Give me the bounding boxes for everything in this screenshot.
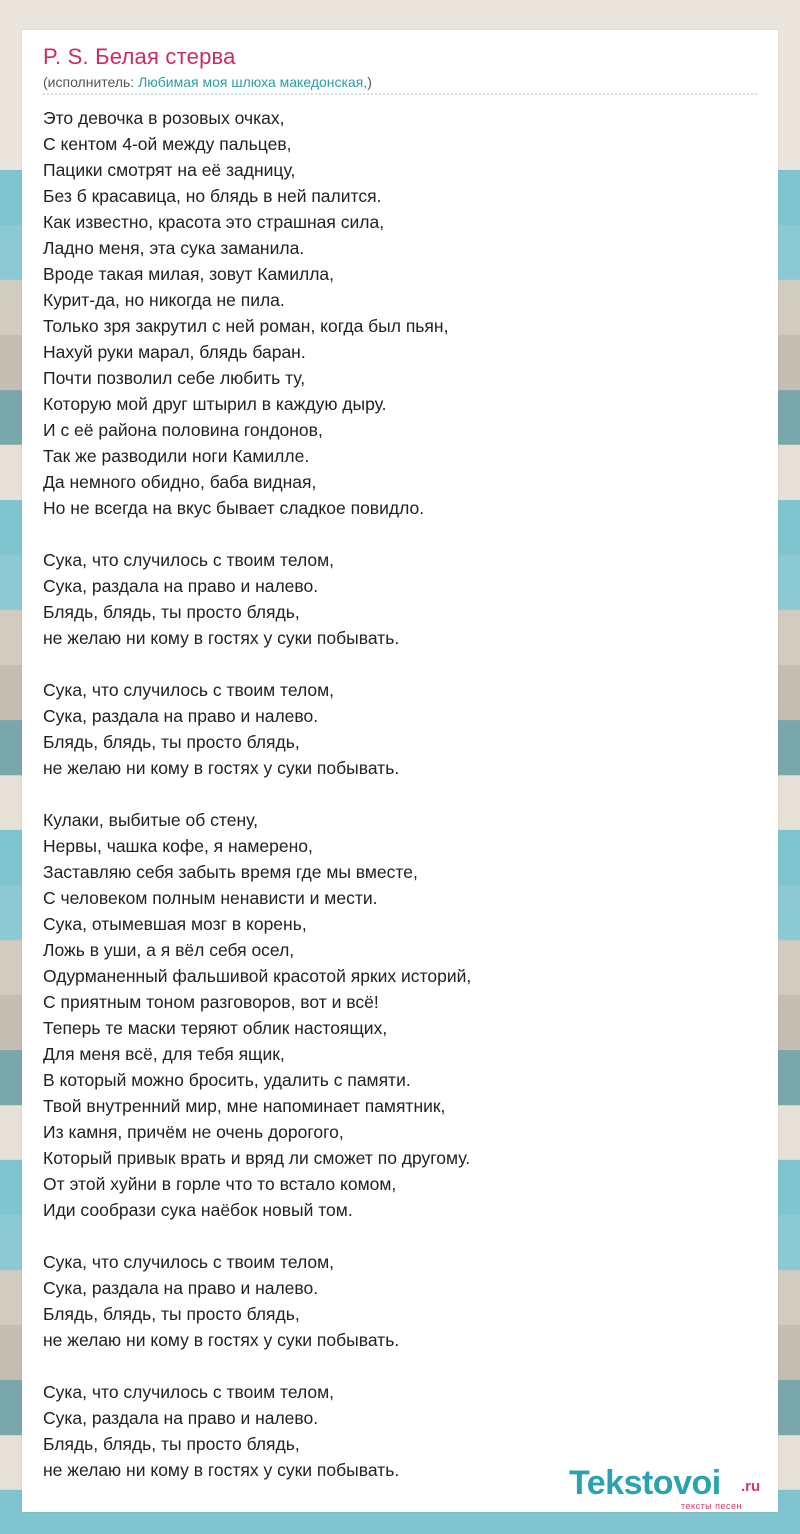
lyric-line: Почти позволил себе любить ту, <box>43 368 306 388</box>
title-divider <box>43 93 757 95</box>
logo-tagline: тексты песен <box>681 1501 743 1511</box>
artist-suffix: ) <box>367 74 372 90</box>
lyric-line: Сука, что случилось с твоим телом, <box>43 1252 335 1272</box>
lyric-line: Нервы, чашка кофе, я намерено, <box>43 836 313 856</box>
lyric-line: Теперь те маски теряют облик настоящих, <box>43 1018 388 1038</box>
logo-wordmark: Tekstovoi <box>569 1464 721 1502</box>
lyric-line: Одурманенный фальшивой красотой ярких историй, <box>43 966 472 986</box>
lyrics-stanza <box>43 547 763 651</box>
lyric-line: Блядь, блядь, ты просто блядь, <box>43 1304 300 1324</box>
lyric-line: не желаю ни кому в гостях у суки побывать. <box>43 758 400 778</box>
lyric-line: Сука, раздала на право и налево. <box>43 1278 319 1298</box>
lyric-line: Сука, что случилось с твоим телом, <box>43 550 335 570</box>
lyric-line: Который привык врать и вряд ли сможет по другому. <box>43 1148 471 1168</box>
lyric-line: Это девочка в розовых очках, <box>43 108 285 128</box>
lyric-line: Ложь в уши, а я вёл себя осел, <box>43 940 295 960</box>
lyric-line: Блядь, блядь, ты просто блядь, <box>43 1434 300 1454</box>
lyric-line: Иди сообрази сука наёбок новый том. <box>43 1200 353 1220</box>
artist-link[interactable]: Любимая моя шлюха македонская, <box>138 74 368 90</box>
lyrics-text <box>43 105 763 1509</box>
lyric-line: не желаю ни кому в гостях у суки побывать. <box>43 1460 400 1480</box>
lyric-line: Сука, что случилось с твоим телом, <box>43 680 335 700</box>
lyric-line: Блядь, блядь, ты просто блядь, <box>43 602 300 622</box>
lyric-line: Из камня, причём не очень дорогого, <box>43 1122 344 1142</box>
lyrics-stanza <box>43 807 763 1223</box>
artist-prefix: (исполнитель: <box>43 74 139 90</box>
lyric-line: Сука, раздала на право и налево. <box>43 706 319 726</box>
lyric-line: Только зря закрутил с ней роман, когда был пьян, <box>43 316 449 336</box>
lyrics-stanza <box>43 1249 763 1353</box>
lyric-line: Заставляю себя забыть время где мы вместе, <box>43 862 418 882</box>
lyric-line: С приятным тоном разговоров, вот и всё! <box>43 992 379 1012</box>
lyric-line: Вроде такая милая, зовут Камилла, <box>43 264 335 284</box>
lyric-line: Сука, что случилось с твоим телом, <box>43 1382 335 1402</box>
lyrics-card <box>22 30 778 1512</box>
lyric-line: Но не всегда на вкус бывает сладкое повидло. <box>43 498 425 518</box>
lyric-line: В который можно бросить, удалить с памяти. <box>43 1070 411 1090</box>
lyric-line: Пацики смотрят на её задницу, <box>43 160 296 180</box>
lyric-line: Курит-да, но никогда не пила. <box>43 290 285 310</box>
artist-line <box>43 74 372 90</box>
lyric-line: Нахуй руки марал, блядь баран. <box>43 342 306 362</box>
lyrics-stanza <box>43 105 763 521</box>
lyric-line: Твой внутренний мир, мне напоминает памятник, <box>43 1096 446 1116</box>
lyric-line: Сука, раздала на право и налево. <box>43 576 319 596</box>
lyric-line: Для меня всё, для тебя ящик, <box>43 1044 285 1064</box>
lyric-line: Так же разводили ноги Камилле. <box>43 446 310 466</box>
lyric-line: И с её района половина гондонов, <box>43 420 323 440</box>
lyric-line: С кентом 4-ой между пальцев, <box>43 134 292 154</box>
lyric-line: не желаю ни кому в гостях у суки побывать. <box>43 1330 400 1350</box>
lyric-line: Кулаки, выбитые об стену, <box>43 810 258 830</box>
site-logo[interactable] <box>569 1466 779 1510</box>
lyrics-stanza <box>43 677 763 781</box>
lyric-line: От этой хуйни в горле что то встало комом, <box>43 1174 397 1194</box>
lyric-line: С человеком полным ненависти и мести. <box>43 888 378 908</box>
lyric-line: Блядь, блядь, ты просто блядь, <box>43 732 300 752</box>
lyric-line: Сука, раздала на право и налево. <box>43 1408 319 1428</box>
lyric-line: Как известно, красота это страшная сила, <box>43 212 385 232</box>
lyric-line: Без б красавица, но блядь в ней палится. <box>43 186 382 206</box>
lyric-line: Ладно меня, эта сука заманила. <box>43 238 305 258</box>
lyric-line: Сука, отымевшая мозг в корень, <box>43 914 307 934</box>
song-title: P. S. Белая стерва <box>43 44 236 69</box>
lyric-line: не желаю ни кому в гостях у суки побывать. <box>43 628 400 648</box>
logo-tld: .ru <box>741 1478 761 1495</box>
lyric-line: Да немного обидно, баба видная, <box>43 472 317 492</box>
lyric-line: Которую мой друг штырил в каждую дыру. <box>43 394 387 414</box>
